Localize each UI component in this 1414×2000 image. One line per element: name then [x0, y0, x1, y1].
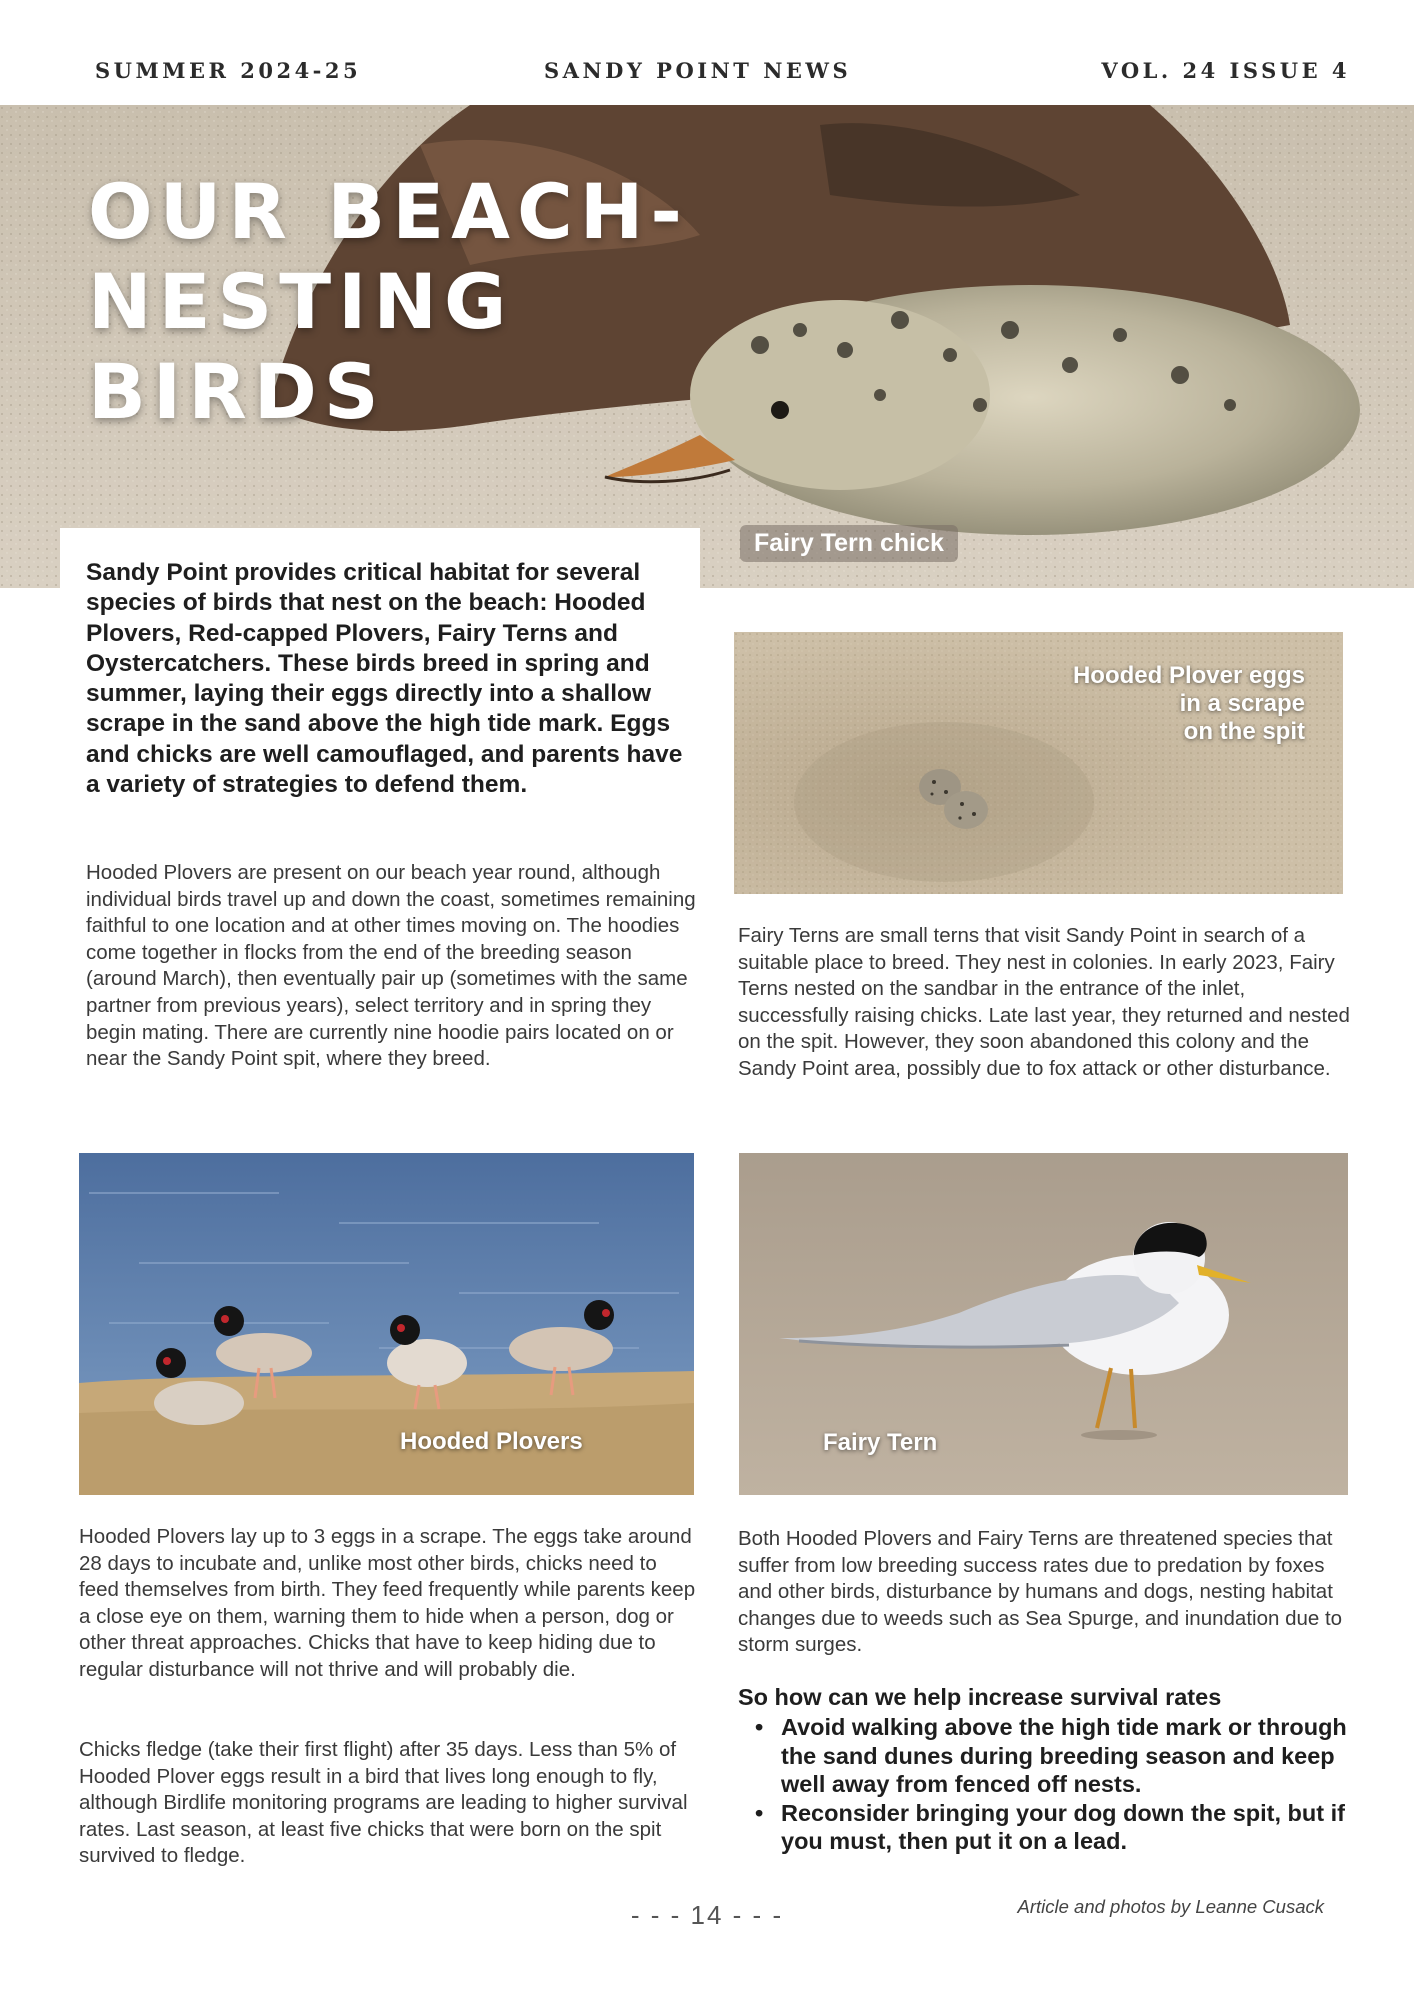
- hero-photo: [0, 105, 1414, 588]
- list-item: [738, 1713, 1358, 1799]
- masthead: [0, 58, 1414, 88]
- article-credit: Article and photos by Leanne Cusack: [1017, 1896, 1324, 1917]
- eggs-paragraph: Hooded Plovers lay up to 3 eggs in a scrape. The eggs take around 28 days to incubate and, unlike most other birds, chicks need to feed themselves from birth. They feed frequently while parents keep a close eye on them, warning them to hide when a person, dog or other threat approaches. Chicks that have to keep hiding due to regular disturbance will not thrive and will probably die.: [79, 1525, 696, 1681]
- hero-caption: Fairy Tern chick: [740, 525, 958, 562]
- bullet-icon: •: [755, 1714, 764, 1740]
- threatened-paragraph: Both Hooded Plovers and Fairy Terns are threatened species that suffer from low breeding success rates due to predation by foxes and other birds, disturbance by humans and dogs, nesting habitat changes due to weeds such as Sea Spurge, and inundation due to storm surges.: [738, 1527, 1343, 1657]
- tern-caption: Fairy Tern: [823, 1429, 938, 1456]
- fledge-paragraph: Chicks fledge (take their first flight) after 35 days. Less than 5% of Hooded Plover eggs result in a bird that lives long enough to fly, although Birdlife monitoring programs are leading to higher survival rates. Last season, at least five chicks that were born on the spit survived to fledge.: [79, 1738, 688, 1868]
- eggs-caption: Hooded Plover eggs in a scrape on the spit: [1072, 662, 1305, 745]
- help-heading: So how can we help increase survival rates: [738, 1684, 1222, 1710]
- list-item-text: Avoid walking above the high tide mark or through the sand dunes during breeding season and keep well away from fenced off nests.: [781, 1714, 1347, 1797]
- fairy-tern-photo: [739, 1153, 1348, 1495]
- intro-paragraph: Sandy Point provides critical habitat for several species of birds that nest on the beach: Hooded Plovers, Red-capped Plovers, Fairy Terns and Oystercatchers. These birds breed in spring and summer, laying their eggs directly into a shallow scrape in the sand above the high tide mark. Eggs and chicks are well camouflaged, and parents have a variety of strategies to defend them.: [86, 559, 683, 799]
- help-list: [738, 1713, 1358, 1856]
- list-item-text: Reconsider bringing your dog down the spit, but if you must, then put it on a lead.: [781, 1799, 1345, 1854]
- article-title: OUR BEACH-NESTING BIRDS: [88, 167, 689, 436]
- hooded-plovers-image: [79, 1153, 694, 1495]
- plovers-caption: Hooded Plovers: [400, 1428, 583, 1455]
- fairy-terns-paragraph: Fairy Terns are small terns that visit Sandy Point in search of a suitable place to breed. They nest in colonies. In early 2023, Fairy Terns nested on the sandbar in the entrance of the inlet, successfully raising chicks. Late last year, they returned and nested on the spit. However, they soon abandoned this colony and the Sandy Point area, possibly due to fox attack or other disturbance.: [738, 924, 1350, 1080]
- plover-eggs-photo: [734, 632, 1343, 894]
- season-label: SUMMER 2024-25: [95, 58, 362, 83]
- list-item: [738, 1799, 1358, 1856]
- issue-label: VOL. 24 ISSUE 4: [1101, 58, 1350, 83]
- page-number: - - - 14 - - -: [630, 1900, 784, 1930]
- plovers-presence-paragraph: Hooded Plovers are present on our beach year round, although individual birds travel up and down the coast, sometimes remaining faithful to one location and at other times moving on. The hoodies come together in flocks from the end of the breeding season (around March), then eventually pair up (sometimes with the same partner from previous years), select territory and in spring they begin mating. There are currently nine hoodie pairs located on or near the Sandy Point spit, where they breed.: [86, 861, 696, 1071]
- hooded-plovers-photo: [79, 1153, 694, 1495]
- bullet-icon: •: [755, 1799, 764, 1826]
- publication-title: SANDY POINT NEWS: [544, 58, 852, 83]
